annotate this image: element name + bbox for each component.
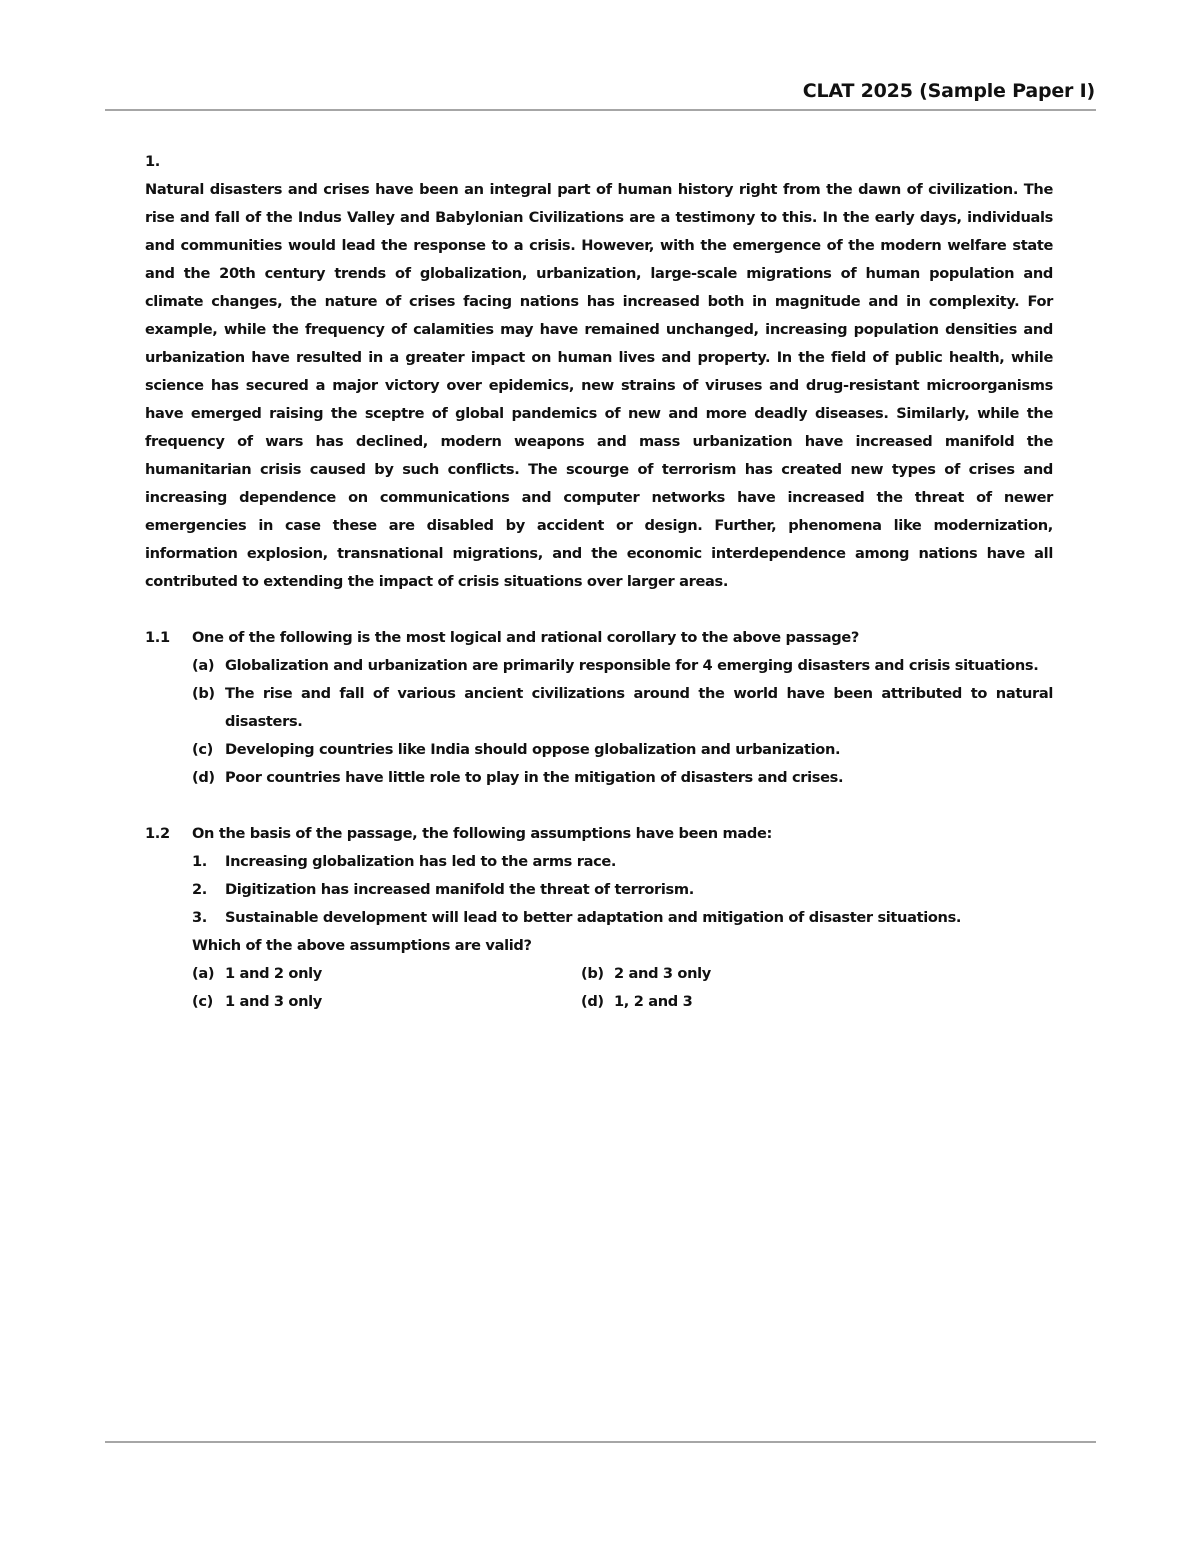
option-a: [192, 652, 1053, 680]
question-number: 1.2: [145, 825, 170, 842]
statement-text: Digitization has increased manifold the threat of terrorism.: [225, 881, 694, 898]
statement-3: [192, 904, 1053, 932]
option-c: [192, 736, 1053, 764]
statement-text: Increasing globalization has led to the arms race.: [225, 853, 617, 870]
passage-number: 1.: [145, 153, 160, 170]
option-text: 1, 2 and 3: [614, 993, 693, 1010]
option-label: (a): [192, 657, 215, 674]
option-a: [192, 960, 581, 988]
question-1-2: [145, 820, 1053, 1016]
question-1-1: [145, 624, 1053, 792]
statement-label: 3.: [192, 909, 207, 926]
option-text: The rise and fall of various ancient civilizations around the world have been attributed to natural disasters.: [225, 685, 1053, 730]
option-label: (b): [192, 685, 215, 702]
question-prompt: Which of the above assumptions are valid?: [192, 937, 532, 954]
option-c: [192, 988, 581, 1016]
statement-1: [192, 848, 1053, 876]
option-label: (a): [192, 965, 215, 982]
statement-2: [192, 876, 1053, 904]
options-grid: [192, 960, 1053, 1016]
option-label: (d): [581, 993, 604, 1010]
option-d: [581, 988, 1053, 1016]
option-label: (d): [192, 769, 215, 786]
page-content: [145, 148, 1053, 1016]
question-body: [192, 820, 1053, 1016]
footer-rule: [105, 1441, 1096, 1443]
header-rule: [105, 109, 1096, 111]
option-b: [581, 960, 1053, 988]
option-text: 1 and 3 only: [225, 993, 322, 1010]
passage-text: Natural disasters and crises have been an integral part of human history right from the dawn of civilization. The rise and fall of the Indus Valley and Babylonian Civilizations are a testimony to this. In the early days, individuals and communities would lead the response to a crisis. However, with the emergence of the modern welfare state and the 20th century trends of globalization, urbanization, large-scale migrations of human population and climate changes, the nature of crises facing nations has increased both in magnitude and in complexity. For example, while the frequency of calamities may have remained unchanged, increasing population densities and urbanization have resulted in a greater impact on human lives and property. In the field of public health, while science has secured a major victory over epidemics, new strains of viruses and drug-resistant microorganisms have emerged raising the sceptre of global pandemics of new and more deadly diseases. Similarly, while the frequency of wars has declined, modern weapons and mass urbanization have increased manifold the humanitarian crisis caused by such conflicts. The scourge of terrorism has created new types of crises and increasing dependence on communications and computer networks have increased the threat of newer emergencies in case these are disabled by accident or design. Further, phenomena like modernization, information explosion, transnational migrations, and the economic interdependence among nations have all contributed to extending the impact of crisis situations over larger areas.: [145, 181, 1053, 590]
option-label: (c): [192, 741, 213, 758]
statement-label: 1.: [192, 853, 207, 870]
option-text: 2 and 3 only: [614, 965, 711, 982]
question-stem: On the basis of the passage, the following assumptions have been made:: [192, 825, 773, 842]
option-text: 1 and 2 only: [225, 965, 322, 982]
page-header-title: CLAT 2025 (Sample Paper I): [802, 80, 1095, 102]
option-label: (c): [192, 993, 213, 1010]
option-d: [192, 764, 1053, 792]
option-text: Globalization and urbanization are primarily responsible for 4 emerging disasters and crisis situations.: [225, 657, 1039, 674]
statement-text: Sustainable development will lead to better adaptation and mitigation of disaster situations.: [225, 909, 962, 926]
statement-label: 2.: [192, 881, 207, 898]
question-number: 1.1: [145, 629, 170, 646]
option-text: Poor countries have little role to play in the mitigation of disasters and crises.: [225, 769, 844, 786]
question-body: [192, 624, 1053, 792]
option-label: (b): [581, 965, 604, 982]
question-stem: One of the following is the most logical and rational corollary to the above passage?: [192, 629, 860, 646]
option-text: Developing countries like India should oppose globalization and urbanization.: [225, 741, 841, 758]
option-b: [192, 680, 1053, 736]
